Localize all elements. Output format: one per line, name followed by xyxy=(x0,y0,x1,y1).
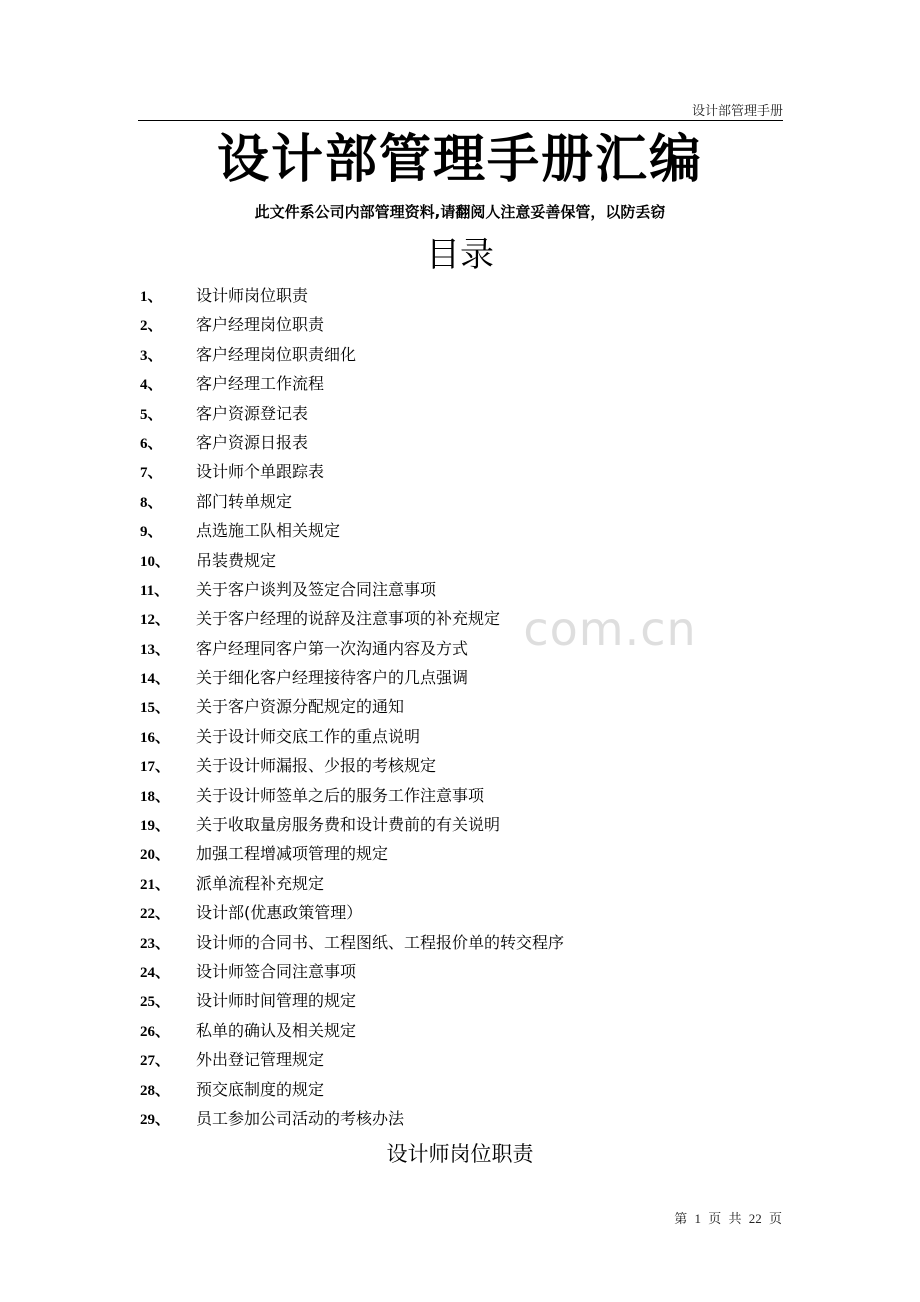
toc-item-title: 关于客户资源分配规定的通知 xyxy=(196,697,405,717)
toc-item[interactable] xyxy=(140,928,760,957)
toc-item-title: 关于设计师漏报、少报的考核规定 xyxy=(196,756,437,776)
toc-item-number: 16、 xyxy=(140,729,171,746)
toc-item-title: 关于客户谈判及签定合同注意事项 xyxy=(196,579,437,599)
toc-item-number: 24、 xyxy=(140,964,171,981)
toc-item[interactable] xyxy=(140,869,760,898)
toc-item-number: 23、 xyxy=(140,935,171,952)
toc-item-number: 2、 xyxy=(140,318,163,335)
toc-item-title: 关于设计师交底工作的重点说明 xyxy=(196,726,421,746)
toc-item[interactable] xyxy=(140,986,760,1015)
toc-item-number: 4、 xyxy=(140,377,163,394)
toc-item[interactable] xyxy=(140,810,760,839)
toc-item[interactable] xyxy=(140,516,760,545)
toc-item-title: 关于细化客户经理接待客户的几点强调 xyxy=(196,668,469,688)
toc-item[interactable] xyxy=(140,369,760,398)
toc-item-title: 设计师的合同书、工程图纸、工程报价单的转交程序 xyxy=(196,932,565,952)
toc-item[interactable] xyxy=(140,487,760,516)
toc-item-number: 21、 xyxy=(140,876,171,893)
watermark-text: com.cn xyxy=(523,602,697,656)
toc-item[interactable] xyxy=(140,781,760,810)
toc-item[interactable] xyxy=(140,281,760,310)
toc-item-number: 12、 xyxy=(140,612,171,629)
toc-item-title: 加强工程增减项管理的规定 xyxy=(196,844,389,864)
toc-item-title: 设计师个单跟踪表 xyxy=(196,462,325,482)
toc-item[interactable] xyxy=(140,399,760,428)
toc-item[interactable] xyxy=(140,751,760,780)
header-rule xyxy=(138,120,783,121)
toc-item[interactable] xyxy=(140,575,760,604)
toc-item-title: 客户经理岗位职责细化 xyxy=(196,344,357,364)
toc-item[interactable] xyxy=(140,1075,760,1104)
toc-item-title: 客户经理岗位职责 xyxy=(196,315,325,335)
toc-item-number: 27、 xyxy=(140,1053,171,1070)
section-heading: 设计师岗位职责 xyxy=(386,1142,534,1166)
toc-item-number: 26、 xyxy=(140,1023,171,1040)
toc-item-number: 13、 xyxy=(140,641,171,658)
toc-heading: 目录 xyxy=(426,235,494,275)
watermark xyxy=(0,602,920,656)
toc-item-title: 吊装费规定 xyxy=(196,550,277,570)
toc-item-title: 预交底制度的规定 xyxy=(196,1079,325,1099)
toc-item-title: 员工参加公司活动的考核办法 xyxy=(196,1108,405,1128)
toc-item-title: 设计师签合同注意事项 xyxy=(196,961,357,981)
toc-item-number: 10、 xyxy=(140,553,171,570)
toc-item[interactable] xyxy=(140,722,760,751)
toc-item[interactable] xyxy=(140,340,760,369)
toc-item[interactable] xyxy=(140,1045,760,1074)
toc-item-number: 7、 xyxy=(140,465,163,482)
toc-item-number: 9、 xyxy=(140,524,163,541)
toc-item-number: 25、 xyxy=(140,994,171,1011)
toc-item-title: 关于设计师签单之后的服务工作注意事项 xyxy=(196,785,485,805)
toc-item-title: 客户经理工作流程 xyxy=(196,374,325,394)
toc-item[interactable] xyxy=(140,428,760,457)
toc-item-title: 点选施工队相关规定 xyxy=(196,521,341,541)
toc-item[interactable] xyxy=(140,898,760,927)
toc-item-number: 5、 xyxy=(140,406,163,423)
toc-item-number: 17、 xyxy=(140,759,171,776)
toc-item-number: 8、 xyxy=(140,494,163,511)
toc-item-number: 22、 xyxy=(140,906,171,923)
toc-item-number: 29、 xyxy=(140,1111,171,1128)
toc-item-title: 设计师岗位职责 xyxy=(196,286,309,305)
toc-item[interactable] xyxy=(140,663,760,692)
toc-item-number: 18、 xyxy=(140,788,171,805)
toc-item-title: 设计师时间管理的规定 xyxy=(196,991,357,1011)
toc-item[interactable] xyxy=(140,957,760,986)
toc-item-number: 28、 xyxy=(140,1082,171,1099)
toc-item-number: 15、 xyxy=(140,700,171,717)
toc-item-title: 客户经理同客户第一次沟通内容及方式 xyxy=(196,638,469,658)
toc-item-title: 设计部(优惠政策管理） xyxy=(196,903,363,923)
toc-item[interactable] xyxy=(140,457,760,486)
page-footer: 第 1 页 共 22 页 xyxy=(674,1211,782,1226)
toc-item[interactable] xyxy=(140,839,760,868)
toc-item-number: 20、 xyxy=(140,847,171,864)
toc-item[interactable] xyxy=(140,546,760,575)
toc-item-number: 6、 xyxy=(140,435,163,452)
document-title: 设计部管理手册汇编 xyxy=(216,130,703,190)
toc-item-title: 私单的确认及相关规定 xyxy=(196,1020,357,1040)
toc-item-title: 部门转单规定 xyxy=(196,491,293,511)
toc-item-title: 派单流程补充规定 xyxy=(196,873,325,893)
toc-item-number: 14、 xyxy=(140,671,171,688)
table-of-contents xyxy=(140,281,760,1133)
confidentiality-notice: 此文件系公司内部管理资料,请翻阅人注意妥善保管，以防丢窃 xyxy=(254,203,666,221)
toc-item[interactable] xyxy=(140,1016,760,1045)
toc-item[interactable] xyxy=(140,310,760,339)
toc-item-number: 19、 xyxy=(140,818,171,835)
toc-item-number: 1、 xyxy=(140,289,163,305)
toc-item-title: 客户资源日报表 xyxy=(196,432,309,452)
toc-item[interactable] xyxy=(140,692,760,721)
toc-item-title: 外出登记管理规定 xyxy=(196,1050,325,1070)
running-header: 设计部管理手册 xyxy=(691,104,783,119)
toc-item[interactable] xyxy=(140,1104,760,1133)
toc-item-title: 关于客户经理的说辞及注意事项的补充规定 xyxy=(196,609,501,629)
toc-item-title: 关于收取量房服务费和设计费前的有关说明 xyxy=(196,815,501,835)
toc-item-number: 3、 xyxy=(140,347,163,364)
toc-item-number: 11、 xyxy=(140,582,170,599)
toc-item-title: 客户资源登记表 xyxy=(196,403,309,423)
